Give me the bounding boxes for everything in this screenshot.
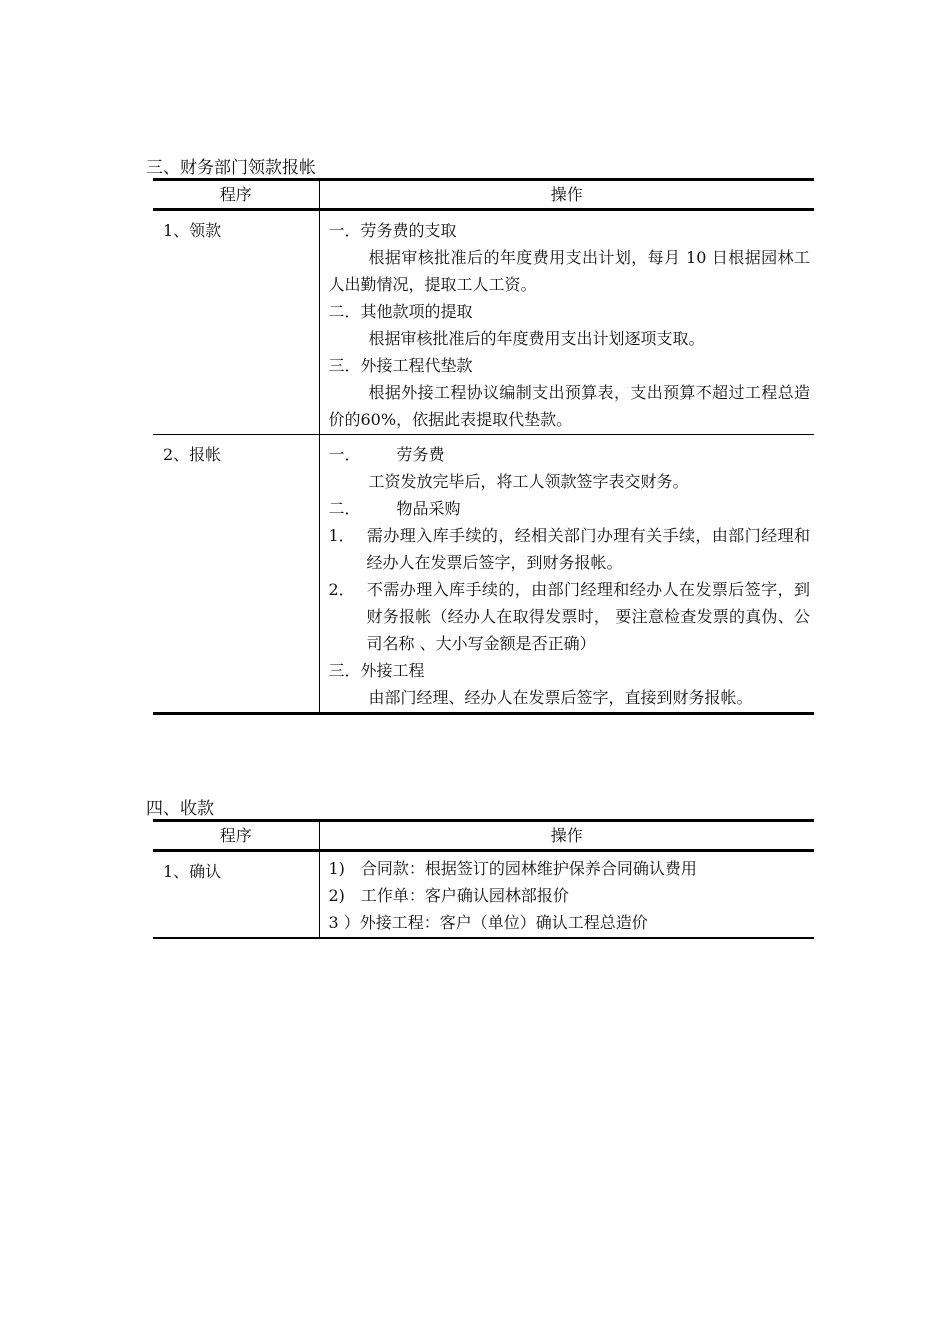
- operation-cell: [319, 851, 814, 939]
- item-body: 根据外接工程协议编制支出预算表，支出预算不超过工程总造价的60%，依据此表提取代垫款。: [328, 383, 810, 429]
- table-row: [153, 210, 814, 435]
- list-item: [329, 576, 811, 657]
- header-procedure: 程序: [153, 180, 319, 210]
- item-body: 根据审核批准后的年度费用支出计划，每月 10 日根据园林工人出勤情况，提取工人工资。: [328, 248, 810, 294]
- item-heading: [329, 495, 811, 522]
- confirm-line: 1) 合同款：根据签订的园林维护保养合同确认费用: [328, 859, 697, 878]
- header-operation: 操作: [319, 180, 814, 210]
- list-text: 需办理入库手续的，经相关部门办理有关手续，由部门经理和经办人在发票后签字，到财务报帐。: [366, 526, 810, 572]
- list-item: [329, 522, 811, 576]
- item-heading: 三．外接工程代垫款: [328, 356, 473, 375]
- list-number: 2．: [328, 580, 355, 599]
- procedure-cell: 2、报帐: [153, 435, 319, 714]
- heading-text: 物品采购: [396, 499, 461, 518]
- confirm-line: 2) 工作单：客户确认园林部报价: [328, 886, 569, 905]
- section-3-title: 三、财务部门领款报帐: [146, 158, 316, 178]
- heading-text: 劳务费: [396, 445, 445, 464]
- item-heading: 三．外接工程: [328, 661, 425, 680]
- table-row: [153, 435, 814, 714]
- item-heading: 二．其他款项的提取: [328, 302, 473, 321]
- list-text: 不需办理入库手续的，由部门经理和经办人在发票后签字，到财务报帐（经办人在取得发票时， 要注意检查发票的真伪、公司名称 、大小写金额是否正确）: [366, 580, 810, 653]
- list-number: 1．: [328, 526, 355, 545]
- item-heading: 一．劳务费的支取: [328, 221, 457, 240]
- procedure-cell: 1、确认: [153, 851, 319, 939]
- finance-procedure-table: [153, 178, 814, 715]
- table-header-row: [153, 821, 814, 851]
- confirm-line: 3 ）外接工程：客户（单位）确认工程总造价: [328, 913, 648, 932]
- header-operation: 操作: [319, 821, 814, 851]
- header-procedure: 程序: [153, 821, 319, 851]
- item-body: 工资发放完毕后，将工人领款签字表交财务。: [368, 472, 689, 491]
- heading-number: 二．: [328, 499, 361, 518]
- table-header-row: [153, 180, 814, 210]
- operation-cell: [319, 435, 814, 714]
- item-body: 根据审核批准后的年度费用支出计划逐项支取。: [368, 329, 705, 348]
- table-row: [153, 851, 814, 939]
- item-body: 由部门经理、经办人在发票后签字，直接到财务报帐。: [368, 688, 753, 707]
- section-4-title: 四、收款: [146, 799, 214, 819]
- collection-procedure-table: [153, 819, 814, 939]
- procedure-cell: 1、领款: [153, 210, 319, 435]
- item-heading: [329, 441, 811, 468]
- heading-number: 一．: [328, 445, 361, 464]
- operation-cell: [319, 210, 814, 435]
